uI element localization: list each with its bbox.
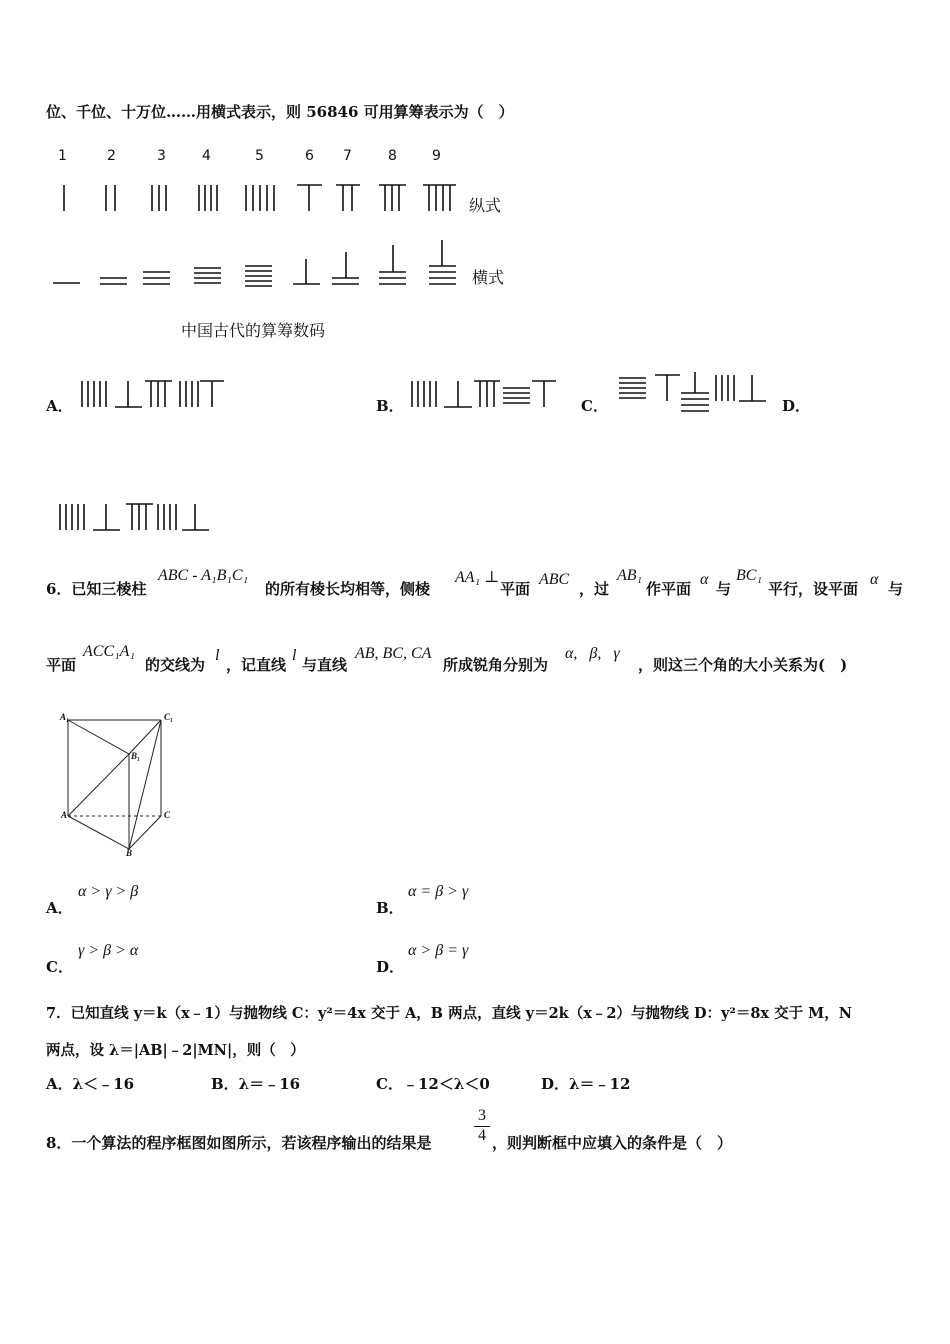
q6-text-7: 平行，设平面 xyxy=(768,580,859,598)
q6-text: 6．已知三棱柱 xyxy=(46,580,147,598)
q7-option-c: C．﹣12＜λ＜0 xyxy=(376,1075,490,1093)
digit-9: 9 xyxy=(432,148,441,164)
digit-6: 6 xyxy=(305,148,314,164)
digit-4: 4 xyxy=(202,148,211,164)
q6-line-ab1: AB₁ xyxy=(617,567,643,584)
q6-option-d-label: D． xyxy=(376,958,405,976)
q6-text-8: 与 xyxy=(888,580,904,598)
q7-line2: 两点，设 λ＝|AB|﹣2|MN|，则（ ） xyxy=(46,1042,305,1059)
q5-option-d-label: D． xyxy=(782,397,811,415)
rod-chart-caption: 中国古代的算筹数码 xyxy=(181,321,326,340)
vertex-b: B xyxy=(126,848,133,858)
q6-bc1: BC₁ xyxy=(736,567,763,584)
zongshi-label: 纵式 xyxy=(469,196,502,215)
q5-option-a-label: A． xyxy=(46,397,73,415)
q6-angles: α, β, γ xyxy=(565,645,620,662)
digit-1: 1 xyxy=(58,148,67,164)
vertex-a: A xyxy=(61,810,68,820)
q8-text-2: ，则判断框中应填入的条件是（ ） xyxy=(492,1134,733,1152)
q7-option-b: B．λ＝﹣16 xyxy=(211,1075,301,1093)
q6-l2-text-4: 与直线 xyxy=(302,656,348,674)
q6-text-2: 的所有棱长均相等，侧棱 xyxy=(265,580,431,598)
q6-lines-ab-bc-ca: AB, BC, CA xyxy=(355,645,432,662)
q6-l2-text-5: 所成锐角分别为 xyxy=(443,656,549,674)
q6-l2-text-2: 的交线为 xyxy=(145,656,206,674)
q6-alpha: α xyxy=(700,571,709,588)
q6-option-c-label: C． xyxy=(46,958,73,976)
q6-prism-name: ABC - A₁B₁C₁ xyxy=(158,567,249,584)
q6-text-5: 作平面 xyxy=(646,580,692,598)
digit-7: 7 xyxy=(343,148,352,164)
q6-line-l-2: l xyxy=(292,647,297,664)
q6-alpha-2: α xyxy=(870,571,879,588)
q6-option-a-label: A． xyxy=(46,899,73,917)
vertex-a1: A₁ xyxy=(60,712,70,722)
q6-option-b: α = β > γ xyxy=(408,883,469,900)
vertex-c: C xyxy=(164,810,171,820)
digit-3: 3 xyxy=(157,148,166,164)
q6-text-4: ，过 xyxy=(579,580,610,598)
q6-plane-acc1a1: ACC₁A₁ xyxy=(83,643,136,660)
q5-option-c-label: C． xyxy=(581,397,608,415)
q7-line1: 7．已知直线 y＝k（x﹣1）与抛物线 C：y²＝4x 交于 A，B 两点，直线 y＝2k（x﹣2）与抛物线 D：y²＝8x 交于 M，N xyxy=(46,1005,852,1022)
digit-2: 2 xyxy=(107,148,116,164)
q7-option-d: D．λ＝﹣12 xyxy=(541,1075,631,1093)
q6-option-d: α > β = γ xyxy=(408,942,469,959)
q6-option-a: α > γ > β xyxy=(78,883,139,900)
q5-option-b-label: B． xyxy=(376,397,404,415)
q6-l2-text-6: ，则这三个角的大小关系为( ) xyxy=(638,656,848,674)
q6-plane: ABC xyxy=(539,571,570,588)
q6-l2-text-3: ，记直线 xyxy=(226,656,287,674)
q7-option-a: A．λ＜﹣16 xyxy=(46,1075,135,1093)
q6-option-b-label: B． xyxy=(376,899,404,917)
q6-text-6: 与 xyxy=(716,580,732,598)
q8-fraction xyxy=(474,1107,490,1145)
hengshi-label: 横式 xyxy=(472,268,505,287)
vertex-b1: B₁ xyxy=(131,751,141,761)
q5-intro: 位、千位、十万位……用横式表示，则 56846 可用算筹表示为（ ） xyxy=(46,103,514,121)
q6-edge: AA₁ ⊥ xyxy=(455,569,500,586)
digit-5: 5 xyxy=(255,148,264,164)
q8-fraction-denominator: 4 xyxy=(474,1126,490,1145)
q6-l2-text-1: 平面 xyxy=(46,656,77,674)
q6-text-3: 平面 xyxy=(500,580,531,598)
q6-line-l: l xyxy=(215,647,220,664)
q8-text-1: 8．一个算法的程序框图如图所示，若该程序输出的结果是 xyxy=(46,1134,432,1152)
q8-fraction-numerator: 3 xyxy=(478,1107,486,1124)
q6-option-c: γ > β > α xyxy=(78,942,139,959)
digit-8: 8 xyxy=(388,148,397,164)
vertex-c1: C₁ xyxy=(164,712,174,722)
